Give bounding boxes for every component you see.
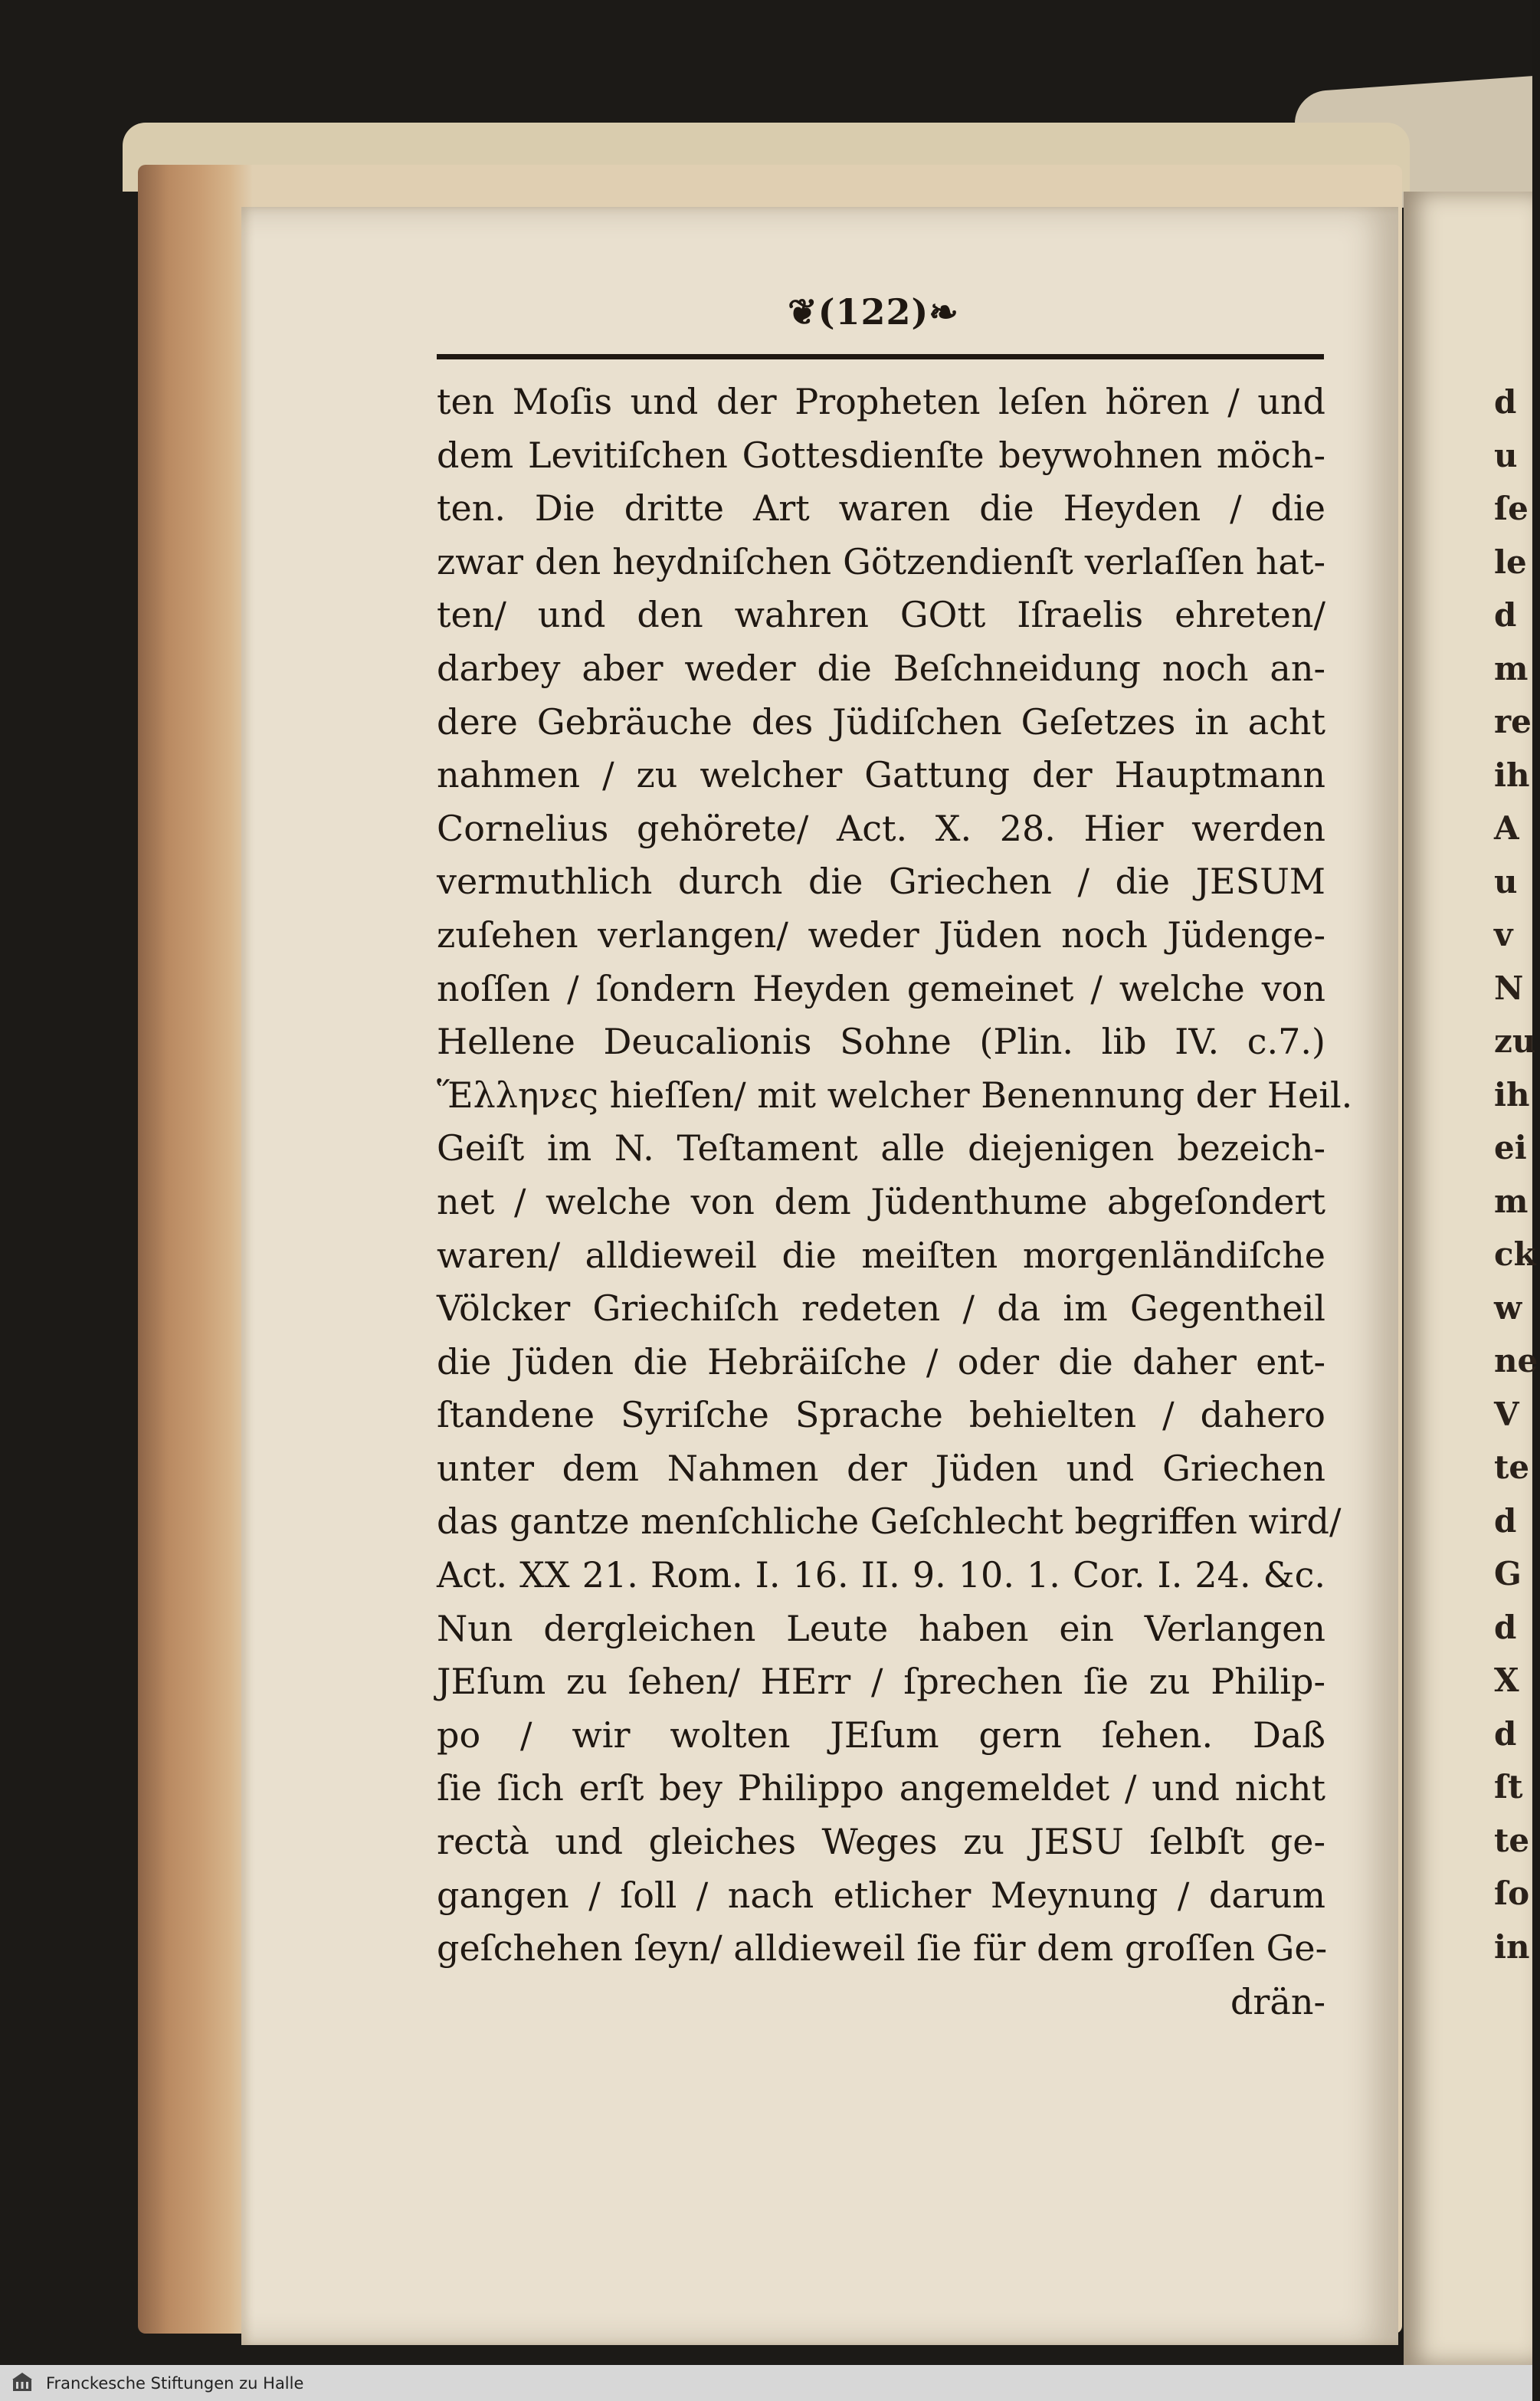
text-line: dere Gebräuche des Jüdiſchen Geſetzes in acht bbox=[437, 700, 1325, 743]
text-line: vermuthlich durch die Griechen / die JESUM bbox=[437, 861, 1325, 903]
text-line: Hellene Deucalionis Sohne (Plin. lib IV. c.7.) bbox=[437, 1021, 1325, 1063]
text-line: nahmen / zu welcher Gattung der Hauptmann bbox=[437, 754, 1325, 796]
text-line: Ἕλληνες hieſſen/ mit welcher Benennung der Heil. bbox=[437, 1074, 1353, 1116]
text-line: waren/ alldieweil die meiſten morgenländiſche bbox=[437, 1234, 1325, 1276]
text-line: ten. Die dritte Art waren die Heyden / die bbox=[437, 487, 1325, 530]
right-page-fragment: u bbox=[1494, 436, 1518, 474]
page-header: ❦(122)❧ bbox=[788, 291, 959, 333]
right-page-fragment: N bbox=[1494, 969, 1524, 1007]
header-rule bbox=[437, 354, 1324, 359]
text-line: drän- bbox=[1230, 1980, 1325, 2022]
right-page-fragment: d bbox=[1494, 596, 1517, 634]
text-line: zwar den heydniſchen Götzendienſt verlaſſen hat- bbox=[437, 540, 1325, 582]
text-line: das gantze menſchliche Geſchlecht begriffen wird/ bbox=[437, 1501, 1342, 1543]
right-page-fragment: d bbox=[1494, 383, 1517, 421]
right-page-fragment: d bbox=[1494, 1501, 1517, 1540]
right-page-fragment: u bbox=[1494, 862, 1518, 900]
right-page-fragment: re bbox=[1494, 703, 1532, 740]
text-line: geſchehen ſeyn/ alldieweil ſie für dem groſſen Ge- bbox=[437, 1927, 1328, 1970]
right-page-text bbox=[1494, 376, 1540, 1973]
text-line: zuſehen verlangen/ weder Jüden noch Jüdenge- bbox=[437, 913, 1325, 956]
text-line: Act. XX 21. Rom. I. 16. II. 9. 10. 1. Cor. I. 24. &c. bbox=[437, 1554, 1325, 1596]
right-page-fragment: ne bbox=[1494, 1342, 1538, 1379]
text-line: rectà und gleiches Weges zu JESU ſelbſt ge- bbox=[437, 1821, 1325, 1863]
text-line: die Jüden die Hebräiſche / oder die daher ent- bbox=[437, 1340, 1325, 1383]
footer-credit: Franckesche Stiftungen zu Halle bbox=[46, 2374, 304, 2393]
right-page-fragment: m bbox=[1494, 649, 1529, 687]
right-page-fragment: ih bbox=[1494, 1075, 1530, 1114]
right-page-fragment: G bbox=[1494, 1555, 1522, 1592]
institution-logo-icon bbox=[11, 2371, 34, 2394]
text-line: ſie ſich erſt bey Philippo angemeldet / und nicht bbox=[437, 1767, 1325, 1809]
text-line: gangen / ſoll / nach etlicher Meynung / darum bbox=[437, 1874, 1325, 1916]
text-line: Geiſt im N. Teſtament alle diejenigen bezeich- bbox=[437, 1127, 1325, 1169]
right-page-fragment: m bbox=[1494, 1182, 1529, 1220]
right-page-fragment: ſt bbox=[1494, 1768, 1523, 1806]
text-line: po / wir wolten JEſum gern ſehen. Daß bbox=[437, 1714, 1325, 1756]
right-page-fragment: X bbox=[1494, 1661, 1519, 1699]
text-line: darbey aber weder die Beſchneidung noch an- bbox=[437, 647, 1325, 689]
right-page-fragment: V bbox=[1494, 1395, 1519, 1433]
right-page-fragment: d bbox=[1494, 1608, 1517, 1646]
text-line: Cornelius gehörete/ Act. X. 28. Hier werden bbox=[437, 807, 1325, 849]
right-page-fragment: v bbox=[1494, 916, 1513, 953]
text-line: dem Levitiſchen Gottesdienſte beywohnen möch- bbox=[437, 434, 1325, 476]
right-page-fragment: zu bbox=[1494, 1022, 1536, 1060]
right-page-fragment: A bbox=[1494, 809, 1519, 847]
text-line: unter dem Nahmen der Jüden und Griechen bbox=[437, 1447, 1325, 1489]
right-page-fragment: le bbox=[1494, 543, 1527, 581]
right-page-fragment: te bbox=[1494, 1448, 1530, 1486]
text-line: ſtandene Syriſche Sprache behielten / dahero bbox=[437, 1394, 1325, 1436]
right-page-fragment: d bbox=[1494, 1714, 1517, 1753]
right-page-fragment: ck bbox=[1494, 1235, 1536, 1273]
text-line: noſſen / ſondern Heyden gemeinet / welche von bbox=[437, 967, 1325, 1009]
page-body bbox=[437, 376, 1353, 2029]
right-page-fragment: ih bbox=[1494, 756, 1530, 794]
right-page-fragment: ſe bbox=[1494, 490, 1529, 527]
text-line: ten/ und den wahren GOtt Iſraelis ehreten/ bbox=[437, 594, 1325, 636]
right-page-fragment: in bbox=[1494, 1927, 1530, 1966]
text-line: ten Moſis und der Propheten leſen hören / und bbox=[437, 381, 1325, 422]
right-page-fragment: te bbox=[1494, 1821, 1530, 1859]
right-page-fragment: ſo bbox=[1494, 1875, 1530, 1912]
right-page-fragment: w bbox=[1494, 1288, 1522, 1327]
right-page-fragment: ei bbox=[1494, 1129, 1527, 1166]
text-line: JEſum zu ſehen/ HErr / ſprechen ſie zu Philip- bbox=[437, 1661, 1325, 1703]
text-line: Völcker Griechiſch redeten / da im Gegentheil bbox=[437, 1287, 1325, 1330]
text-line: net / welche von dem Jüdenthume abgeſondert bbox=[437, 1180, 1325, 1222]
footer-bar bbox=[0, 2365, 1532, 2401]
text-line: Nun dergleichen Leute haben ein Verlangen bbox=[437, 1607, 1325, 1649]
